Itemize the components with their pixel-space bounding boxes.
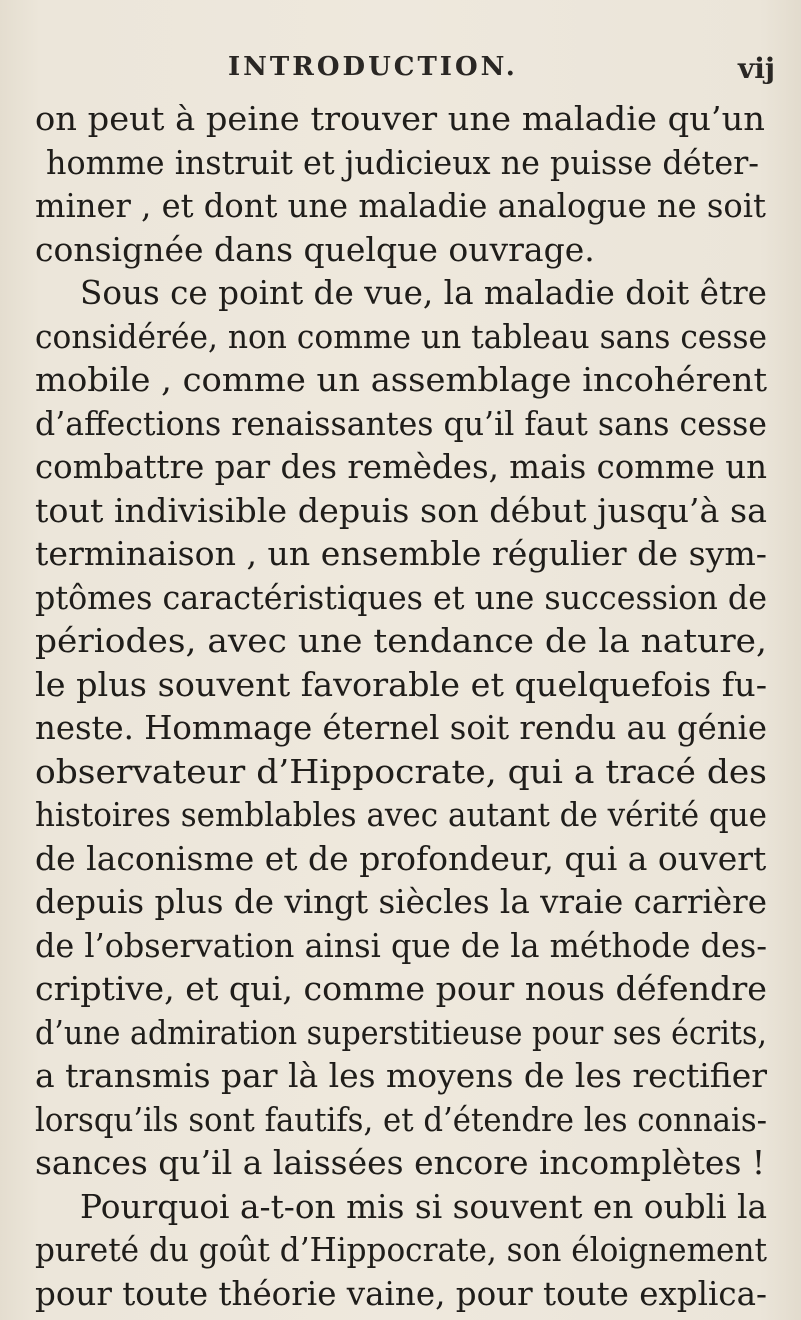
text-line: considérée, non comme un tableau sans cesse	[35, 317, 767, 356]
page-number: vij	[738, 52, 776, 85]
text-line: consignée dans quelque ouvrage.	[35, 230, 595, 269]
text-line: sances qu’il a laissées encore incomplètes !	[35, 1143, 766, 1182]
text-line: tout indivisible depuis son début jusqu’à sa	[35, 491, 768, 530]
text-line: le plus souvent favorable et quelquefois fu-	[35, 665, 768, 704]
text-line: Pourquoi a-t-on mis si souvent en oubli la	[80, 1187, 768, 1226]
text-line: criptive, et qui, comme pour nous défendre	[35, 969, 767, 1008]
text-line: de laconisme et de profondeur, qui a ouvert	[35, 839, 767, 878]
text-line: terminaison , un ensemble régulier de sym-	[35, 534, 767, 573]
header-title: INTRODUCTION.	[228, 52, 518, 82]
text-line: a transmis par là les moyens de les rectifier	[35, 1056, 768, 1095]
text-line: pour toute théorie vaine, pour toute explica-	[35, 1274, 768, 1313]
text-line: miner , et dont une maladie analogue ne soit	[35, 186, 766, 225]
text-line: neste. Hommage éternel soit rendu au génie	[35, 708, 768, 747]
text-line: depuis plus de vingt siècles la vraie carrière	[35, 882, 767, 921]
text-line: pureté du goût d’Hippocrate, son éloignement	[35, 1230, 767, 1269]
text-line: périodes, avec une tendance de la nature,	[35, 621, 767, 660]
text-line: homme instruit et judicieux ne puisse déter-	[46, 143, 760, 182]
text-line: lorsqu’ils sont fautifs, et d’étendre les connais-	[35, 1100, 768, 1139]
text-line: histoires semblables avec autant de vérité que	[35, 795, 768, 834]
text-line: on peut à peine trouver une maladie qu’un	[35, 99, 765, 138]
text-line: combattre par des remèdes, mais comme un	[35, 447, 768, 486]
text-line: d’une admiration superstitieuse pour ses écrits,	[35, 1013, 767, 1052]
text-line: ptômes caractéristiques et une succession de	[35, 578, 767, 617]
text-line: mobile , comme un assemblage incohérent	[35, 360, 768, 399]
text-line: Sous ce point de vue, la maladie doit être	[80, 273, 767, 312]
text-line: observateur d’Hippocrate, qui a tracé des	[35, 752, 768, 791]
text-line: d’affections renaissantes qu’il faut sans cesse	[35, 404, 767, 443]
running-header	[0, 52, 801, 92]
text-line: de l’observation ainsi que de la méthode des-	[35, 926, 767, 965]
